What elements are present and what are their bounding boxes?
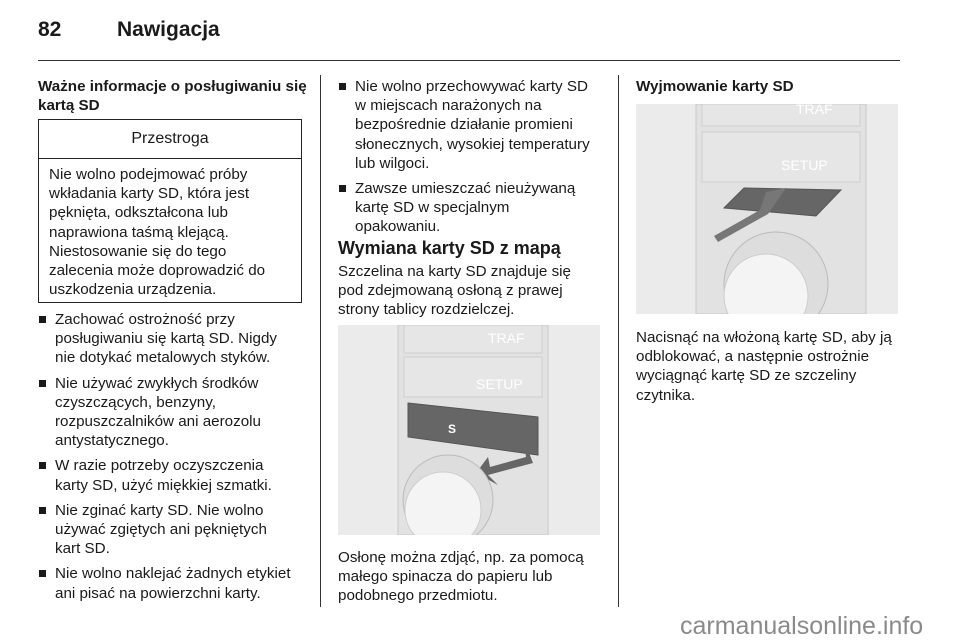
text-line: kart SD.: [55, 540, 110, 558]
text-line: używać zgiętych ani pękniętych: [55, 521, 267, 539]
header-rule: [38, 60, 900, 61]
text-line: ani pisać na powierzchni karty.: [55, 584, 261, 602]
traf-label: TRAF: [796, 104, 833, 117]
caution-text: [39, 159, 301, 299]
text-line: bezpośrednie działanie promieni: [355, 116, 573, 134]
bullet-square-icon: [39, 316, 46, 323]
text-line: czytnika.: [636, 386, 696, 404]
traf-label: TRAF: [488, 330, 525, 346]
text-line: karty SD, użyć miękkiej szmatki.: [55, 476, 272, 494]
bullet-square-icon: [39, 507, 46, 514]
text-line: czyszczących, benzyny,: [55, 393, 216, 411]
chapter-title: Nawigacja: [117, 18, 220, 41]
bullet-square-icon: [339, 83, 346, 90]
bullet-item: [338, 179, 608, 237]
bullet-item: [38, 501, 308, 559]
column-divider: [618, 75, 619, 607]
text-line: naprawiona taśmą klejącą.: [49, 223, 229, 241]
text-line: uszkodzenia urządzenia.: [49, 281, 217, 299]
intro-paragraph: [338, 262, 571, 320]
bullet-item: [38, 310, 308, 368]
text-line: lub wilgoci.: [355, 154, 430, 172]
text-line: w miejscach narażonych na: [355, 97, 542, 115]
text-line: nie dotykać metalowych styków.: [55, 349, 271, 367]
text-line: opakowaniu.: [355, 218, 441, 236]
text-line: Ważne informacje o posługiwaniu się: [38, 78, 307, 95]
text-line: Szczelina na karty SD znajduje się: [338, 263, 571, 280]
text-line: odblokować, a następnie ostrożnie: [636, 348, 870, 366]
text-line: Nacisnąć na włożoną kartę SD, aby ją: [636, 329, 892, 346]
text-line: Nie wolno naklejać żadnych etykiet: [55, 565, 291, 583]
text-line: Zawsze umieszczać nieużywaną: [355, 180, 576, 198]
text-line: Nie wolno podejmować próby: [49, 166, 248, 183]
text-line: W razie potrzeby oczyszczenia: [55, 457, 264, 475]
text-line: Nie wolno przechowywać karty SD: [355, 78, 588, 95]
text-line: małego spinacza do papieru lub: [338, 568, 553, 586]
bullet-item: [38, 564, 308, 602]
text-line: Niestosowanie się do tego: [49, 242, 227, 260]
section-heading: [38, 77, 307, 115]
figure-caption: [338, 548, 584, 606]
bullet-item: [38, 456, 308, 494]
text-line: kartę SD w specjalnym: [355, 199, 510, 217]
text-line: posługiwaniu się kartą SD. Nigdy: [55, 330, 278, 348]
bullet-list: [38, 310, 308, 609]
page-number: 82: [38, 18, 62, 41]
column-divider: [320, 75, 321, 607]
text-line: pod zdejmowaną osłoną z prawej: [338, 282, 563, 300]
text-line: podobnego przedmiotu.: [338, 587, 498, 605]
text-line: strony tablicy rozdzielczej.: [338, 301, 515, 319]
text-line: Osłonę można zdjąć, np. za pomocą: [338, 549, 584, 566]
text-line: zalecenia może doprowadzić do: [49, 262, 266, 280]
bullet-item: [38, 374, 308, 451]
setup-label: SETUP: [781, 157, 828, 173]
section-heading: Wymiana karty SD z mapą: [338, 238, 561, 258]
bullet-item: [338, 77, 608, 173]
bullet-square-icon: [39, 380, 46, 387]
bullet-list: [338, 77, 608, 243]
setup-label: SETUP: [476, 376, 523, 392]
card-removal-figure: [636, 104, 898, 314]
text-line: Nie używać zwykłych środków: [55, 374, 259, 392]
text-line: Zachować ostrożność przy: [55, 311, 235, 328]
text-line: wkładania karty SD, która jest: [49, 185, 250, 203]
text-line: pęknięta, odkształcona lub: [49, 204, 228, 222]
watermark: carmanualsonline.info: [680, 612, 924, 640]
instruction-paragraph: [636, 328, 892, 405]
text-line: kartą SD: [38, 97, 100, 115]
text-line: słonecznych, wysokiej temperatury: [355, 135, 590, 153]
caution-title: Przestroga: [39, 120, 301, 159]
bullet-square-icon: [39, 462, 46, 469]
text-line: antystatycznego.: [55, 432, 169, 450]
cover-removal-figure: [338, 325, 600, 535]
caution-box: [38, 119, 302, 303]
svg-text:S: S: [448, 422, 457, 436]
text-line: wyciągnąć kartę SD ze szczeliny: [636, 367, 857, 385]
bullet-square-icon: [339, 185, 346, 192]
text-line: rozpuszczalników ani aerozolu: [55, 413, 261, 431]
section-heading: Wyjmowanie karty SD: [636, 78, 794, 95]
bullet-square-icon: [39, 570, 46, 577]
text-line: Nie zginać karty SD. Nie wolno: [55, 501, 264, 519]
